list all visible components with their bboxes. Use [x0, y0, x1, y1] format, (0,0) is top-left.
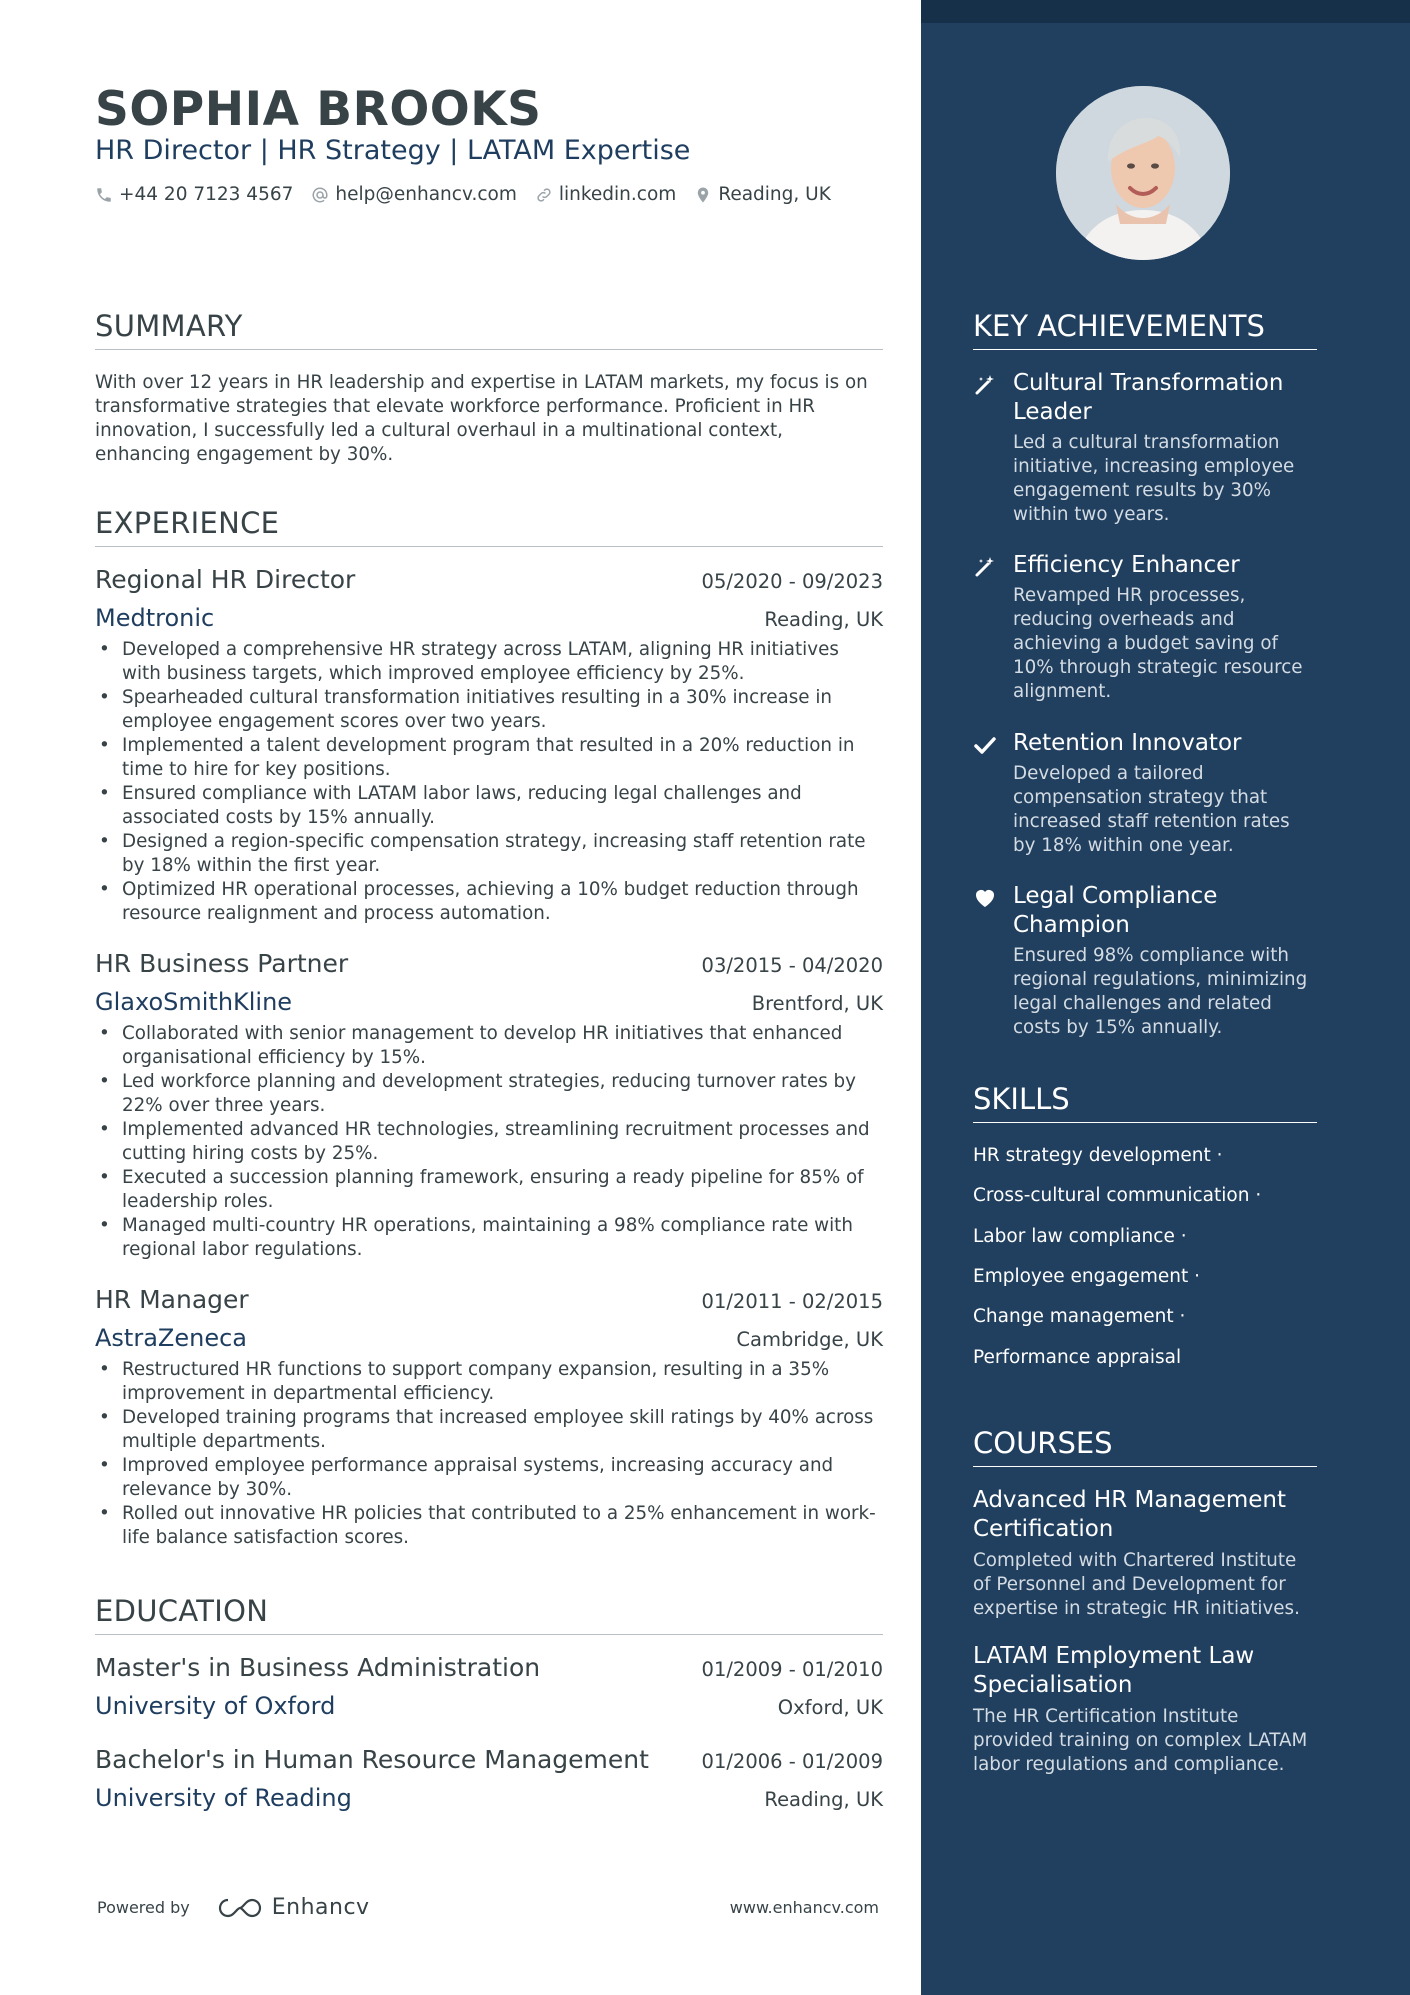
experience-heading: EXPERIENCE [95, 506, 883, 547]
skill-item: Labor law compliance · [973, 1226, 1187, 1247]
bullet-item: • Developed training programs that increased employee skill ratings by 40% across multiple departments. [95, 1406, 883, 1454]
bullet-item: • Rolled out innovative HR policies that contributed to a 25% enhancement in work-life balance satisfaction scores. [95, 1502, 883, 1550]
skill-item: HR strategy development · [973, 1145, 1223, 1166]
at-icon [311, 186, 329, 204]
bullet-item: • Led workforce planning and development strategies, reducing turnover rates by 22% over three years. [95, 1070, 883, 1118]
course-item [973, 1642, 1317, 1777]
job-location: Reading, UK [764, 608, 883, 631]
enhancv-brand-text: Enhancv [271, 1895, 370, 1920]
school-location: Reading, UK [764, 1788, 883, 1811]
phone-icon [95, 186, 113, 204]
bullet-item: • Spearheaded cultural transformation initiatives resulting in a 30% increase in employee engagement scores over two years. [95, 686, 883, 734]
enhancv-logo[interactable] [216, 1895, 370, 1920]
heart-icon [973, 886, 997, 910]
powered-by [97, 1895, 370, 1920]
experience-entry [95, 1285, 883, 1550]
company-name: Medtronic [95, 604, 215, 632]
contact-phone[interactable] [95, 184, 293, 205]
bullet-item: • Designed a region-specific compensation strategy, increasing staff retention rate by 18% within the first year. [95, 830, 883, 878]
job-bullets [95, 638, 883, 926]
company-name: GlaxoSmithKline [95, 988, 293, 1016]
achievements-heading: KEY ACHIEVEMENTS [973, 309, 1317, 350]
degree-title: Bachelor's in Human Resource Management [95, 1745, 649, 1774]
job-title: HR Manager [95, 1285, 249, 1314]
courses-heading: COURSES [973, 1426, 1317, 1467]
achievement-item [973, 729, 1317, 858]
bullet-item: • Improved employee performance appraisal systems, increasing accuracy and relevance by 30%. [95, 1454, 883, 1502]
bullet-item: • Implemented a talent development program that resulted in a 20% reduction in time to hire for key positions. [95, 734, 883, 782]
skill-item: Change management · [973, 1306, 1186, 1327]
achievement-title: Legal Compliance Champion [1013, 883, 1218, 938]
contact-linkedin-text: linkedin.com [558, 184, 677, 205]
course-description: Completed with Chartered Institute of Personnel and Development for expertise in strategic HR initiatives. [973, 1550, 1300, 1619]
profile-photo [1056, 86, 1230, 260]
achievement-description: Led a cultural transformation initiative, increasing employee engagement results by 30% within two years. [1013, 432, 1295, 525]
achievement-item [973, 882, 1317, 1040]
link-icon [535, 186, 553, 204]
job-dates: 05/2020 - 09/2023 [701, 570, 883, 593]
experience-entry [95, 949, 883, 1262]
checkmark-icon [973, 733, 997, 757]
course-title: Advanced HR Management Certification [973, 1487, 1287, 1542]
bullet-item: • Implemented advanced HR technologies, streamlining recruitment processes and cutting hiring costs by 25%. [95, 1118, 883, 1166]
footer [97, 1895, 879, 1920]
profile-photo-image [1056, 86, 1230, 260]
powered-by-label: Powered by [97, 1898, 190, 1917]
course-item [973, 1486, 1317, 1621]
location-pin-icon [694, 186, 712, 204]
skill-item: Cross-cultural communication · [973, 1185, 1262, 1206]
education-dates: 01/2009 - 01/2010 [701, 1658, 883, 1681]
contact-phone-text: +44 20 7123 4567 [119, 184, 294, 205]
job-dates: 03/2015 - 04/2020 [701, 954, 883, 977]
achievement-title: Cultural Transformation Leader [1013, 370, 1284, 425]
achievement-description: Developed a tailored compensation strategy that increased staff retention rates by 18% within one year. [1013, 763, 1290, 856]
bullet-item: • Executed a succession planning framework, ensuring a ready pipeline for 85% of leadership roles. [95, 1166, 883, 1214]
contact-linkedin[interactable] [535, 184, 676, 205]
job-title: HR Business Partner [95, 949, 349, 978]
school-name: University of Reading [95, 1784, 352, 1812]
school-name: University of Oxford [95, 1692, 336, 1720]
job-title: Regional HR Director [95, 565, 356, 594]
candidate-name: SOPHIA BROOKS [95, 82, 542, 137]
magic-wand-icon [973, 555, 997, 579]
achievement-title: Retention Innovator [1013, 730, 1242, 756]
experience-entry [95, 565, 883, 926]
skill-item: Performance appraisal [973, 1347, 1182, 1368]
achievement-item [973, 551, 1317, 704]
achievement-title: Efficiency Enhancer [1013, 552, 1240, 578]
skill-item: Employee engagement · [973, 1266, 1200, 1287]
bullet-item: • Managed multi-country HR operations, maintaining a 98% compliance rate with regional labor regulations. [95, 1214, 883, 1262]
job-bullets [95, 1358, 883, 1550]
contact-location-text: Reading, UK [718, 184, 831, 205]
bullet-item: • Restructured HR functions to support company expansion, resulting in a 35% improvement in departmental efficiency. [95, 1358, 883, 1406]
job-dates: 01/2011 - 02/2015 [701, 1290, 883, 1313]
course-description: The HR Certification Institute provided training on complex LATAM labor regulations and compliance. [973, 1706, 1308, 1775]
summary-heading: SUMMARY [95, 309, 883, 350]
education-dates: 01/2006 - 01/2009 [701, 1750, 883, 1773]
skills-heading: SKILLS [973, 1082, 1317, 1123]
sidebar [921, 0, 1410, 1995]
enhancv-logo-icon [216, 1896, 264, 1920]
website-link[interactable]: www.enhancv.com [729, 1898, 879, 1917]
job-location: Brentford, UK [751, 992, 883, 1015]
bullet-item: • Developed a comprehensive HR strategy across LATAM, aligning HR initiatives with business targets, which improved employee efficiency by 25%. [95, 638, 883, 686]
achievement-description: Revamped HR processes, reducing overheads and achieving a budget saving of 10% through strategic resource alignment. [1013, 585, 1303, 702]
candidate-headline: HR Director | HR Strategy | LATAM Expertise [95, 135, 691, 166]
achievement-description: Ensured 98% compliance with regional regulations, minimizing legal challenges and related costs by 15% annually. [1013, 945, 1308, 1038]
company-name: AstraZeneca [95, 1324, 247, 1352]
bullet-item: • Optimized HR operational processes, achieving a 10% budget reduction through resource realignment and process automation. [95, 878, 883, 926]
course-title: LATAM Employment Law Specialisation [973, 1643, 1255, 1698]
contact-bar [95, 184, 849, 205]
education-entry [95, 1653, 883, 1720]
job-bullets [95, 1022, 883, 1262]
achievement-item [973, 369, 1317, 527]
contact-location [694, 184, 831, 205]
summary-text: With over 12 years in HR leadership and expertise in LATAM markets, my focus is on transformative strategies that elevate workforce performance. Proficient in HR innovation, I successfully led a cultural overhaul in a multinational context, enhancing engagement by 30%. [95, 372, 868, 465]
degree-title: Master's in Business Administration [95, 1653, 541, 1682]
sidebar-top-band [921, 0, 1410, 23]
contact-email-text: help@enhancv.com [335, 184, 517, 205]
school-location: Oxford, UK [777, 1696, 883, 1719]
contact-email[interactable] [311, 184, 516, 205]
magic-wand-icon [973, 373, 997, 397]
job-location: Cambridge, UK [736, 1328, 883, 1351]
bullet-item: • Collaborated with senior management to develop HR initiatives that enhanced organisational efficiency by 15%. [95, 1022, 883, 1070]
education-entry [95, 1745, 883, 1812]
education-heading: EDUCATION [95, 1594, 883, 1635]
bullet-item: • Ensured compliance with LATAM labor laws, reducing legal challenges and associated costs by 15% annually. [95, 782, 883, 830]
